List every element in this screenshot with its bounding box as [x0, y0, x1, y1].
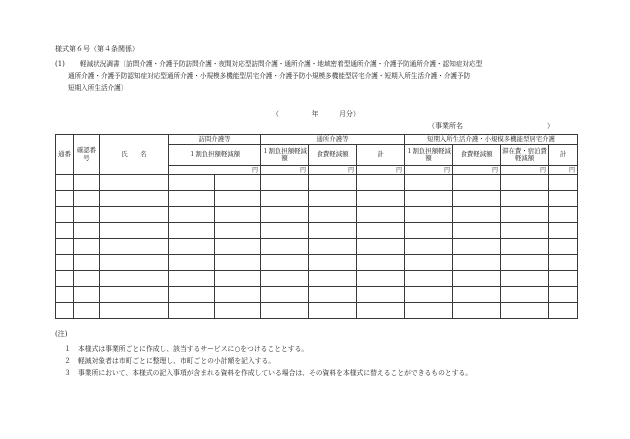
- table-cell[interactable]: [549, 175, 578, 191]
- reduction-table: [55, 134, 578, 319]
- table-row: [56, 191, 578, 207]
- unit-label: 円: [501, 166, 549, 175]
- table-cell[interactable]: [549, 255, 578, 271]
- table-cell[interactable]: [405, 207, 453, 223]
- table-cell[interactable]: [56, 191, 74, 207]
- table-cell[interactable]: [169, 239, 215, 255]
- table-cell[interactable]: [549, 207, 578, 223]
- table-cell[interactable]: [309, 287, 357, 303]
- table-cell[interactable]: [549, 239, 578, 255]
- table-cell[interactable]: [453, 303, 501, 319]
- table-cell[interactable]: [309, 223, 357, 239]
- table-cell[interactable]: [74, 287, 100, 303]
- section-number: (1): [55, 60, 65, 68]
- table-cell[interactable]: [169, 303, 215, 319]
- table-cell[interactable]: [215, 239, 261, 255]
- table-cell[interactable]: [56, 207, 74, 223]
- unit-label: 円: [357, 166, 405, 175]
- col-header-confirm-no: 確認番号: [74, 135, 100, 175]
- notes-heading: (注): [55, 330, 68, 338]
- table-cell[interactable]: [405, 255, 453, 271]
- table-row: [56, 303, 578, 319]
- table-cell[interactable]: [501, 175, 549, 191]
- table-cell[interactable]: [74, 191, 100, 207]
- table-cell[interactable]: [357, 303, 405, 319]
- table-cell[interactable]: [74, 223, 100, 239]
- table-row: [56, 255, 578, 271]
- table-cell[interactable]: [309, 255, 357, 271]
- table-row: [56, 207, 578, 223]
- table-cell[interactable]: [549, 287, 578, 303]
- table-cell[interactable]: [100, 287, 169, 303]
- table-cell[interactable]: [215, 191, 261, 207]
- table-cell[interactable]: [501, 255, 549, 271]
- table-cell[interactable]: [549, 303, 578, 319]
- sub-header-total: 計: [549, 145, 578, 166]
- table-cell[interactable]: [169, 255, 215, 271]
- col-header-name: 氏 名: [100, 135, 169, 175]
- table-cell[interactable]: [100, 303, 169, 319]
- table-cell[interactable]: [309, 191, 357, 207]
- table-row: [56, 239, 578, 255]
- table-cell[interactable]: [215, 271, 261, 287]
- table-cell[interactable]: [357, 287, 405, 303]
- table-cell[interactable]: [74, 207, 100, 223]
- unit-label: 円: [549, 166, 578, 175]
- table-cell[interactable]: [501, 303, 549, 319]
- table-row: [56, 175, 578, 191]
- table-cell[interactable]: [549, 271, 578, 287]
- table-cell[interactable]: [261, 303, 309, 319]
- table-cell[interactable]: [56, 303, 74, 319]
- table-cell[interactable]: [100, 271, 169, 287]
- note-text: 軽減対象者は市町ごとに整理し、市町ごとの小計額を記入する。: [78, 357, 276, 365]
- table-cell[interactable]: [56, 223, 74, 239]
- col-header-seq: 通番: [56, 135, 74, 175]
- table-cell[interactable]: [405, 287, 453, 303]
- table-cell[interactable]: [100, 175, 169, 191]
- table-cell[interactable]: [501, 191, 549, 207]
- form-number: 様式第６号（第４条関係）: [55, 45, 139, 53]
- table-cell[interactable]: [405, 271, 453, 287]
- table-cell[interactable]: [501, 271, 549, 287]
- table-cell[interactable]: [74, 175, 100, 191]
- table-cell[interactable]: [453, 239, 501, 255]
- period-year-label: 年: [311, 110, 319, 118]
- unit-label: 円: [453, 166, 501, 175]
- note-item: [64, 345, 308, 354]
- sub-header-stay-meal-reduction: 滞在費・宿泊費軽減額: [501, 145, 549, 166]
- table-cell[interactable]: [405, 191, 453, 207]
- note-number: ３: [64, 369, 71, 377]
- table-cell[interactable]: [261, 175, 309, 191]
- table-cell[interactable]: [74, 239, 100, 255]
- table-cell[interactable]: [405, 175, 453, 191]
- period-open: （: [272, 110, 279, 118]
- group-header-home-visit: 訪問介護等: [169, 135, 261, 145]
- table-cell[interactable]: [453, 175, 501, 191]
- table-cell[interactable]: [56, 287, 74, 303]
- sub-header-meal-reduction: 食費軽減額: [453, 145, 501, 166]
- note-text: 本様式は事業所ごとに作成し、該当するサービスに○をつけることとする。: [78, 345, 309, 353]
- sub-header-total: 計: [357, 145, 405, 166]
- table-cell[interactable]: [357, 207, 405, 223]
- table-cell[interactable]: [169, 287, 215, 303]
- office-name-field[interactable]: （事業所名 ）: [428, 122, 554, 130]
- table-cell[interactable]: [56, 255, 74, 271]
- table-cell[interactable]: [549, 223, 578, 239]
- table-cell[interactable]: [169, 175, 215, 191]
- table-cell[interactable]: [309, 175, 357, 191]
- table-cell[interactable]: [261, 191, 309, 207]
- table-cell[interactable]: [74, 303, 100, 319]
- note-item: [64, 369, 472, 378]
- reporting-period: [272, 110, 360, 119]
- table-cell[interactable]: [453, 287, 501, 303]
- table-cell[interactable]: [501, 207, 549, 223]
- table-cell[interactable]: [501, 287, 549, 303]
- table-cell[interactable]: [453, 255, 501, 271]
- table-cell[interactable]: [215, 287, 261, 303]
- table-cell[interactable]: [309, 303, 357, 319]
- table-cell[interactable]: [169, 223, 215, 239]
- table-cell[interactable]: [357, 223, 405, 239]
- table-cell[interactable]: [357, 175, 405, 191]
- unit-label: 円: [169, 166, 261, 175]
- table-cell[interactable]: [261, 239, 309, 255]
- table-cell[interactable]: [453, 271, 501, 287]
- table-cell[interactable]: [501, 223, 549, 239]
- table-cell[interactable]: [74, 255, 100, 271]
- table-cell[interactable]: [309, 271, 357, 287]
- sub-header-meal-reduction: 食費軽減額: [309, 145, 357, 166]
- table-cell[interactable]: [169, 207, 215, 223]
- sub-header-copay-reduction: １割負担額軽減額: [405, 145, 453, 166]
- section-title-line-3: 短期入所生活介護〕: [68, 84, 128, 92]
- table-cell[interactable]: [261, 271, 309, 287]
- table-cell[interactable]: [100, 239, 169, 255]
- table-cell[interactable]: [215, 175, 261, 191]
- note-number: １: [64, 345, 71, 353]
- table-cell[interactable]: [261, 255, 309, 271]
- section-title-line-2: 通所介護・介護予防認知症対応型通所介護・小規模多機能型居宅介護・介護予防小規模多機能型居宅介護・短期入所生活介護・介護予防: [68, 72, 471, 80]
- unit-label: 円: [405, 166, 453, 175]
- table-row: [56, 223, 578, 239]
- table-cell[interactable]: [261, 207, 309, 223]
- unit-label: 円: [309, 166, 357, 175]
- table-cell[interactable]: [405, 223, 453, 239]
- table-row: [56, 271, 578, 287]
- note-number: ２: [64, 357, 71, 365]
- table-cell[interactable]: [74, 271, 100, 287]
- table-cell[interactable]: [261, 223, 309, 239]
- table-cell[interactable]: [100, 255, 169, 271]
- table-cell[interactable]: [215, 207, 261, 223]
- table-cell[interactable]: [549, 191, 578, 207]
- table-cell[interactable]: [215, 223, 261, 239]
- table-cell[interactable]: [357, 271, 405, 287]
- note-item: [64, 357, 275, 366]
- table-cell[interactable]: [56, 175, 74, 191]
- table-cell[interactable]: [453, 191, 501, 207]
- table-cell[interactable]: [56, 271, 74, 287]
- table-cell[interactable]: [100, 191, 169, 207]
- table-cell[interactable]: [405, 239, 453, 255]
- table-cell[interactable]: [453, 223, 501, 239]
- table-cell[interactable]: [169, 271, 215, 287]
- table-cell[interactable]: [453, 207, 501, 223]
- table-cell[interactable]: [357, 239, 405, 255]
- table-cell[interactable]: [261, 287, 309, 303]
- sub-header-copay-reduction: １割負担額軽減額: [169, 145, 261, 166]
- group-header-day-service: 通所介護等: [261, 135, 405, 145]
- table-row: [56, 287, 578, 303]
- period-month-label: 月分）: [338, 110, 360, 118]
- table-cell[interactable]: [405, 303, 453, 319]
- table-cell[interactable]: [309, 239, 357, 255]
- table-cell[interactable]: [501, 239, 549, 255]
- table-cell[interactable]: [357, 191, 405, 207]
- group-header-short-stay: 短期入所生活介護・小規模多機能型居宅介護: [405, 135, 578, 145]
- table-cell[interactable]: [357, 255, 405, 271]
- table-cell[interactable]: [100, 207, 169, 223]
- table-cell[interactable]: [100, 223, 169, 239]
- table-cell[interactable]: [215, 303, 261, 319]
- table-cell[interactable]: [169, 191, 215, 207]
- table-cell[interactable]: [215, 255, 261, 271]
- section-title-line-1: 軽減状況調書〔訪問介護・介護予防訪問介護・夜間対応型訪問介護・通所介護・地域密着型通所介護・介護予防通所介護・認知症対応型: [80, 60, 483, 68]
- sub-header-copay-reduction: １割負担額軽減額: [261, 145, 309, 166]
- table-cell[interactable]: [309, 207, 357, 223]
- note-text: 事業所において、本様式の記入事項が含まれる資料を作成している場合は、その資料を本様式に替えることができるものとする。: [78, 369, 473, 377]
- unit-label: 円: [261, 166, 309, 175]
- table-cell[interactable]: [56, 239, 74, 255]
